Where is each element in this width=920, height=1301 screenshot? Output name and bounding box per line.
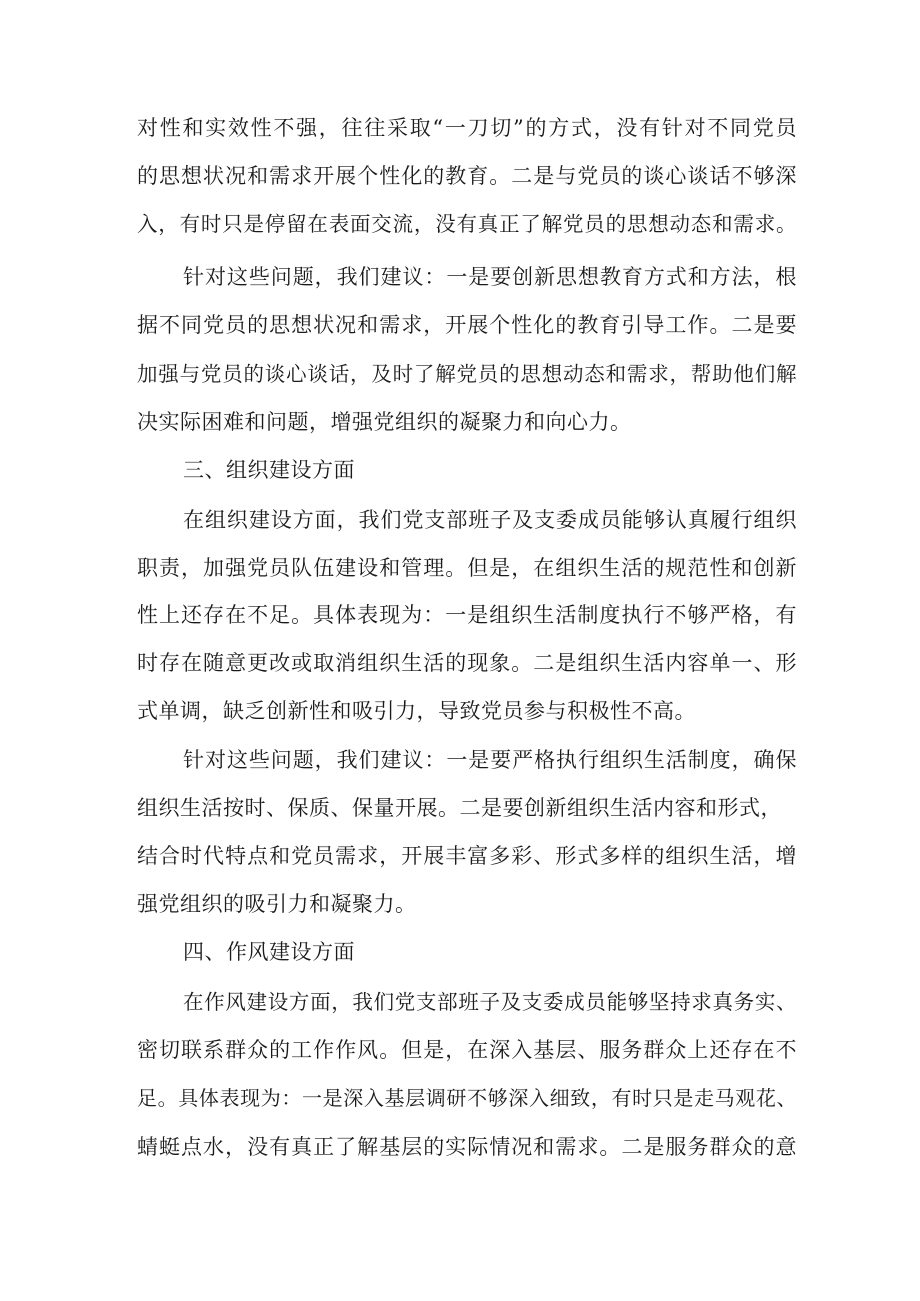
text-line: 足。具体表现为：一是深入基层调研不够深入细致，有时只是走马观花、 bbox=[137, 1086, 797, 1110]
text-line: 蜻蜓点水，没有真正了解基层的实际情况和需求。二是服务群众的意 bbox=[137, 1135, 797, 1159]
text-line: 决实际困难和问题，增强党组织的凝聚力和向心力。 bbox=[137, 410, 632, 434]
text-line: 在组织建设方面，我们党支部班子及支委成员能够认真履行组织 bbox=[183, 508, 797, 532]
text-line: 强党组织的吸引力和凝聚力。 bbox=[137, 892, 417, 916]
text-line: 据不同党员的思想状况和需求，开展个性化的教育引导工作。二是要 bbox=[137, 313, 797, 337]
text-line: 入，有时只是停留在表面交流，没有真正了解党员的思想动态和需求。 bbox=[137, 212, 797, 236]
text-line: 的思想状况和需求开展个性化的教育。二是与党员的谈心谈话不够深 bbox=[137, 164, 797, 188]
text-line: 加强与党员的谈心谈话，及时了解党员的思想动态和需求，帮助他们解 bbox=[137, 362, 797, 386]
section-heading: 三、组织建设方面 bbox=[183, 458, 355, 482]
text-line: 式单调，缺乏创新性和吸引力，导致党员参与积极性不高。 bbox=[137, 699, 696, 723]
text-line: 针对这些问题，我们建议：一是要严格执行组织生活制度，确保 bbox=[183, 748, 797, 772]
text-line: 组织生活按时、保质、保量开展。二是要创新组织生活内容和形式， bbox=[137, 796, 782, 820]
text-line: 职责，加强党员队伍建设和管理。但是，在组织生活的规范性和创新 bbox=[137, 556, 797, 580]
text-line: 性上还存在不足。具体表现为：一是组织生活制度执行不够严格，有 bbox=[137, 603, 797, 627]
text-line: 针对这些问题，我们建议：一是要创新思想教育方式和方法，根 bbox=[183, 265, 797, 289]
text-line: 结合时代特点和党员需求，开展丰富多彩、形式多样的组织生活，增 bbox=[137, 844, 797, 868]
text-line: 在作风建设方面，我们党支部班子及支委成员能够坚持求真务实、 bbox=[183, 990, 797, 1014]
text-line: 时存在随意更改或取消组织生活的现象。二是组织生活内容单一、形 bbox=[137, 651, 797, 675]
text-line: 对性和实效性不强，往往采取“一刀切”的方式，没有针对不同党员 bbox=[137, 116, 797, 140]
text-line: 密切联系群众的工作作风。但是，在深入基层、服务群众上还存在不 bbox=[137, 1038, 797, 1062]
section-heading: 四、作风建设方面 bbox=[183, 940, 355, 964]
